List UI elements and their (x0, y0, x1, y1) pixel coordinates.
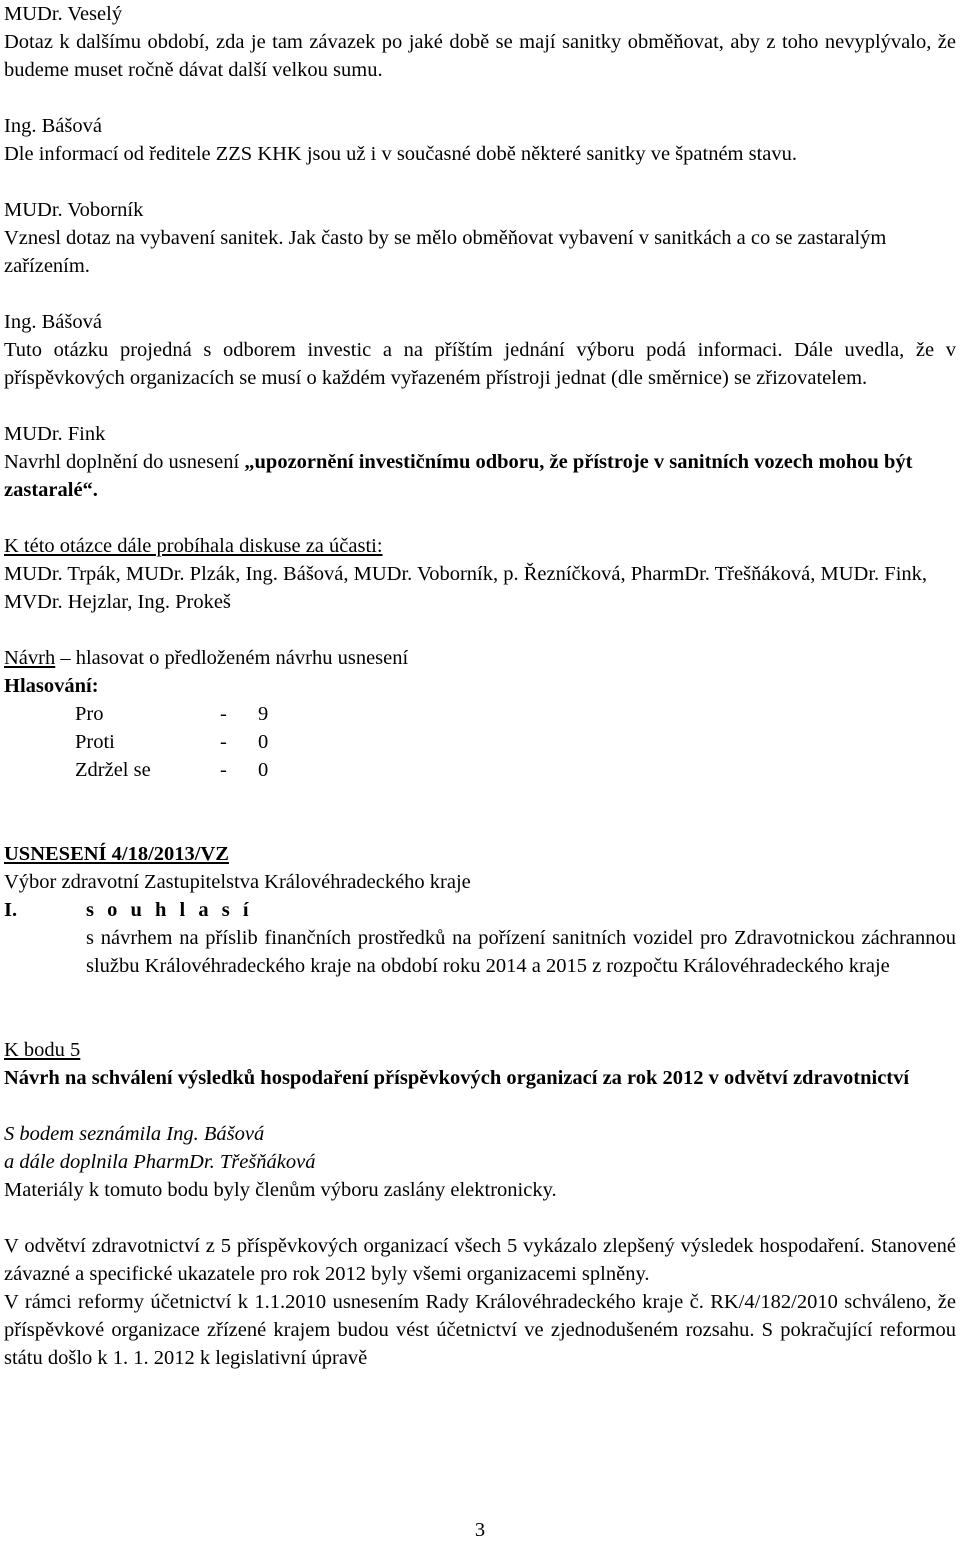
discussion-heading: K této otázce dále probíhala diskuse za účasti: (4, 535, 383, 557)
vote-row (75, 728, 956, 756)
fink-prefix: Navrhl doplnění do usnesení (4, 451, 245, 473)
vote-dash: - (220, 759, 227, 781)
vote-label: Zdržel se (75, 759, 151, 781)
block-basova-1 (4, 112, 956, 168)
resolution-number: USNESENÍ 4/18/2013/VZ (4, 843, 229, 865)
proposal-text: – hlasovat o předloženém návrhu usnesení (55, 647, 409, 669)
resolution-body: Výbor zdravotní Zastupitelstva Královéhradeckého kraje (4, 871, 471, 893)
proposal-label: Návrh (4, 647, 56, 669)
item5-paragraph-1: V odvětví zdravotnictví z 5 příspěvkových organizací všech 5 vykázalo zlepšený výsledek hospodaření. Stanovené závazné a specifické ukazatele pro rok 2012 byly všemi organizacemi splněny. (4, 1235, 956, 1285)
vote-row (75, 756, 956, 784)
document-page (4, 0, 956, 1372)
vote-row (75, 700, 956, 728)
speaker-name: Ing. Bášová (4, 311, 102, 333)
resolution-roman: I. (4, 899, 18, 921)
vote-dash: - (220, 731, 227, 753)
resolution-verb-line (4, 896, 956, 924)
speaker-statement: Dotaz k dalšímu období, zda je tam závazek po jaké době se mají sanitky obměňovat, aby z toho nevyplývalo, že budeme muset ročně dávat další velkou sumu. (4, 31, 956, 81)
vote-value: 0 (258, 731, 269, 753)
vote-heading: Hlasování: (4, 675, 99, 697)
vote-block (4, 644, 956, 784)
page-number: 3 (474, 1519, 486, 1541)
item5-intro-2: a dále doplnila PharmDr. Třešňáková (4, 1151, 316, 1173)
vote-table (75, 700, 956, 784)
discussion-participants: MUDr. Trpák, MUDr. Plzák, Ing. Bášová, MUDr. Voborník, p. Řezníčková, PharmDr. Třešňáková, MUDr. Fink, MVDr. Hejzlar, Ing. Prokeš (4, 563, 928, 613)
vote-dash: - (220, 703, 227, 725)
resolution-block (4, 840, 956, 980)
speaker-name: MUDr. Fink (4, 423, 106, 445)
block-basova-2 (4, 308, 956, 392)
speaker-name: MUDr. Voborník (4, 199, 144, 221)
speaker-name: MUDr. Veselý (4, 3, 123, 25)
speaker-statement: Tuto otázku projedná s odborem investic a na příštím jednání výboru podá informaci. Dále uvedla, že v příspěvkových organizacích se musí o každém vyřazeném přístroji jednat (dle směrnice) se zřizovatelem. (4, 339, 956, 389)
vote-value: 9 (258, 703, 269, 725)
item5-label: K bodu 5 (4, 1039, 81, 1061)
speaker-name: Ing. Bášová (4, 115, 102, 137)
item5-block (4, 1036, 956, 1372)
resolution-verb: s o u h l a s í (86, 899, 253, 921)
vote-value: 0 (258, 759, 269, 781)
item5-materials: Materiály k tomuto bodu byly členům výboru zaslány elektronicky. (4, 1179, 557, 1201)
vote-label: Proti (75, 731, 115, 753)
block-vesely (4, 0, 956, 84)
speaker-statement: Vznesl dotaz na vybavení sanitek. Jak často by se mělo obměňovat vybavení v sanitkách a co se zastaralým zařízením. (4, 227, 887, 277)
resolution-text: s návrhem na příslib finančních prostředků na pořízení sanitních vozidel pro Zdravotnickou záchrannou službu Královéhradeckého kraje na období roku 2014 a 2015 z rozpočtu Královéhradeckého kraje (86, 927, 956, 977)
vote-label: Pro (75, 703, 104, 725)
fink-suffix: . (92, 479, 98, 501)
item5-intro-1: S bodem seznámila Ing. Bášová (4, 1123, 265, 1145)
item5-paragraph-2: V rámci reformy účetnictví k 1.1.2010 usnesením Rady Královéhradeckého kraje č. RK/4/182/2010 schváleno, že příspěvkové organizace zřízené krajem budou vést účetnictví ve zjednodušeném rozsahu. S pokračující reformou státu došlo k 1. 1. 2012 k legislativní úpravě (4, 1291, 956, 1369)
block-vobornik (4, 196, 956, 280)
speaker-statement (4, 448, 956, 504)
block-fink (4, 420, 956, 504)
fink-quote: „upozornění investičnímu odboru, že přístroje v sanitních vozech mohou být zastaralé“ (4, 451, 913, 501)
item5-title: Návrh na schválení výsledků hospodaření příspěvkových organizací za rok 2012 v odvětví zdravotnictví (4, 1067, 910, 1089)
vote-proposal (4, 644, 956, 672)
speaker-statement: Dle informací od ředitele ZZS KHK jsou už i v současné době některé sanitky ve špatném stavu. (4, 143, 798, 165)
discussion-block (4, 532, 956, 616)
